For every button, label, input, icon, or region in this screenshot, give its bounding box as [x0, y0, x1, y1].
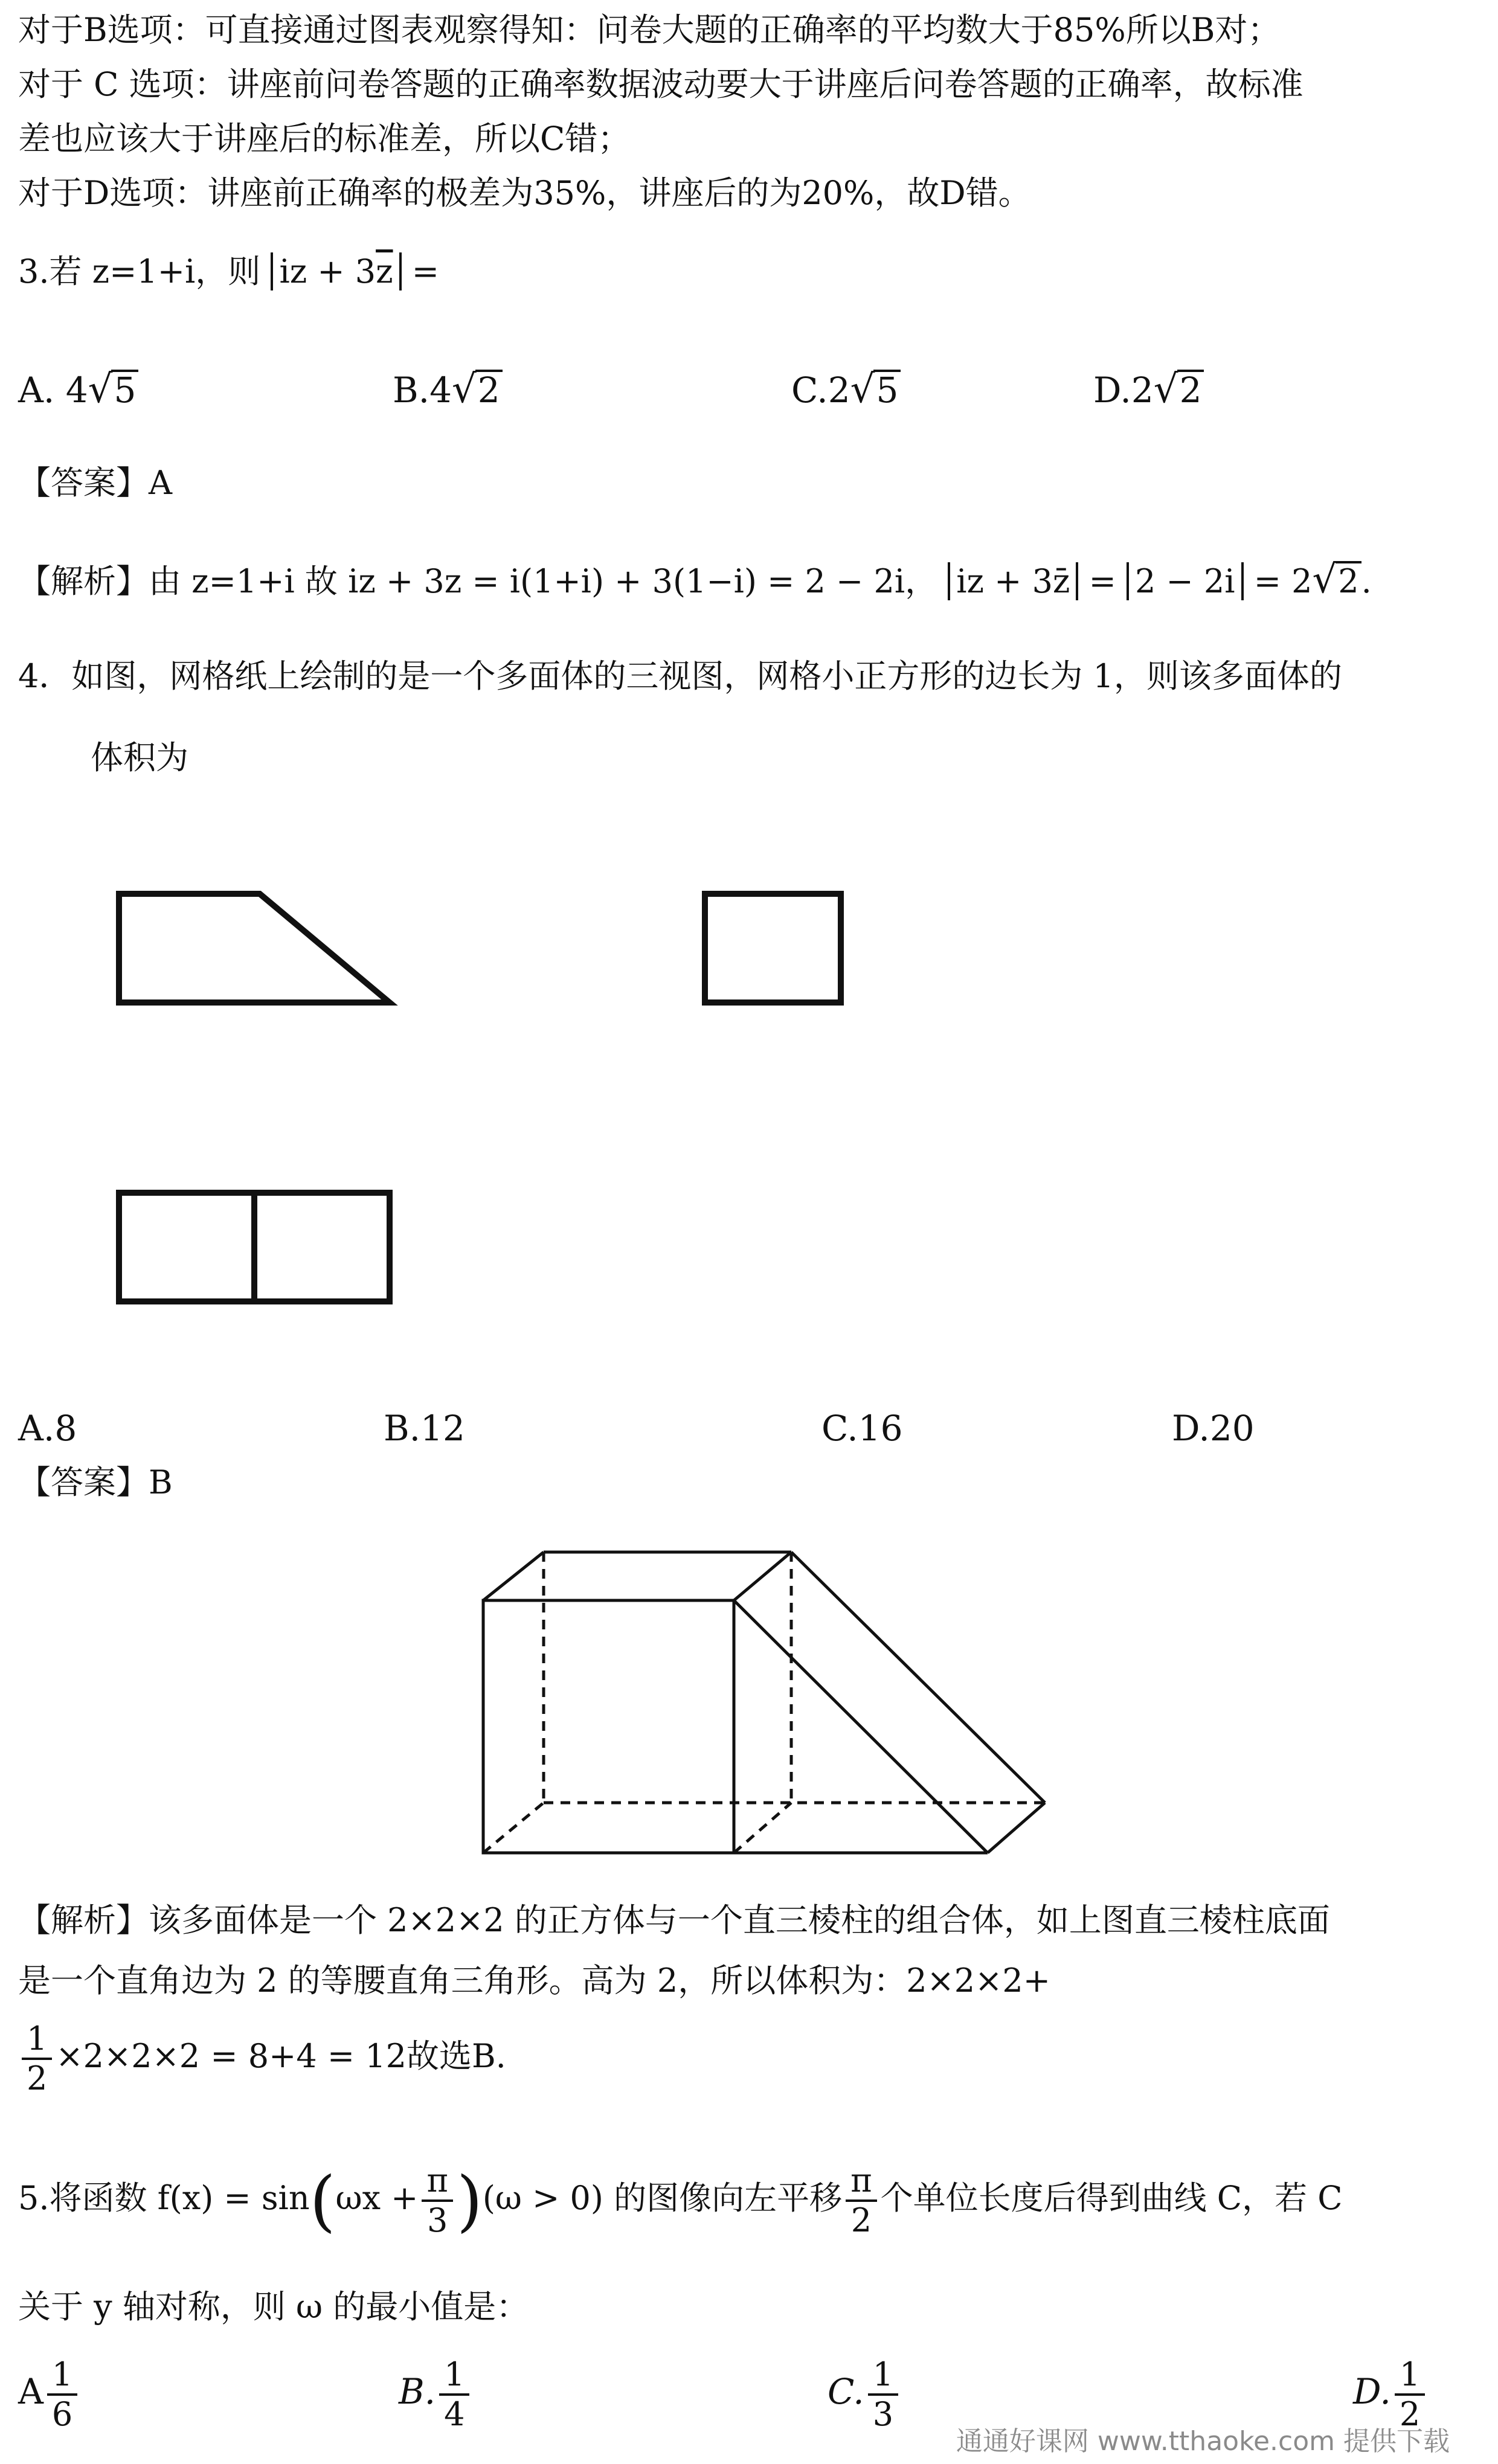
- q3-analysis-abs: iz + 3z̄: [948, 562, 1078, 600]
- q4-analysis-frac-num: 1: [22, 2020, 52, 2060]
- q5-choice-a-den: 6: [51, 2395, 73, 2433]
- radical-icon: √: [1153, 367, 1178, 412]
- q3-analysis-abs2: 2 − 2i: [1127, 562, 1244, 600]
- q3-choice-c-coef: 2: [828, 370, 850, 411]
- analysis-line-c2: 差也应该大于讲座后的标准差，所以C错；: [18, 120, 631, 158]
- q4-choice-a: A.8: [18, 1408, 77, 1449]
- analysis-line-d: 对于D选项：讲座前正确率的极差为35%，讲座后的为20%，故D错。: [18, 174, 1031, 212]
- q3-analysis-eq: =: [1088, 562, 1116, 600]
- q5-choice-a-label: A: [18, 2371, 43, 2412]
- q5-choice-c-num: 1: [868, 2356, 898, 2396]
- radical-icon: √: [850, 367, 875, 412]
- q5-choice-c-den: 3: [872, 2395, 894, 2433]
- q4-stem-line2: 体积为: [91, 739, 188, 777]
- q5-choice-c-frac: [868, 2356, 898, 2433]
- q5-stem-frac: [422, 2162, 453, 2239]
- q3-answer-label: 【答案】: [18, 464, 149, 502]
- q4-stem-line1: 4．如图，网格纸上绘制的是一个多面体的三视图，网格小正方形的边长为 1，则该多面体的: [18, 657, 1342, 695]
- q4-answer: [18, 1458, 173, 1507]
- solid-3d: [483, 1552, 1045, 1853]
- solid-3d-hidden: [483, 1552, 1045, 1853]
- analysis-line-b: 对于B选项：可直接通过图表观察得知：问卷大题的正确率的平均数大于85%所以B对；: [18, 11, 1281, 49]
- q4-answer-label: 【答案】: [18, 1463, 149, 1501]
- q3-choice-c-radicand: 5: [873, 370, 901, 408]
- q5-choice-a-num: 1: [47, 2356, 77, 2396]
- radical-icon: √: [451, 367, 477, 412]
- q5-choice-a: [18, 2343, 81, 2440]
- watermark: 通通好课网 www.tthaoke.com 提供下载: [956, 2426, 1450, 2457]
- q5-choice-b-label: B.: [399, 2371, 436, 2412]
- q4-analysis-line2: 是一个直角边为 2 的等腰直角三角形。高为 2，所以体积为：2×2×2+: [18, 1962, 1051, 2000]
- q3-stem-prefix: 3.若 z=1+i，则: [18, 252, 261, 290]
- q4-answer-value: B: [149, 1463, 173, 1501]
- q5-choice-a-frac: [47, 2356, 77, 2433]
- q5-stem-line2: 关于 y 轴对称，则 ω 的最小值是：: [18, 2288, 529, 2326]
- q5-shift-num: π: [846, 2162, 877, 2202]
- q5-stem-frac-num: π: [422, 2162, 453, 2202]
- q3-choice-c-label: C.: [791, 370, 828, 411]
- q3-analysis-text: 由 z=1+i 故 iz + 3z = i(1+i) + 3(1−i) = 2 − 2i，: [149, 562, 938, 600]
- q3-analysis-result-coef: = 2: [1253, 562, 1313, 600]
- q3-choice-d-label: D.: [1093, 370, 1131, 411]
- q3-analysis-result-radicand: 2: [1336, 561, 1361, 600]
- q5-choice-b-den: 4: [444, 2395, 465, 2433]
- q5-stem-frac-den: 3: [427, 2201, 448, 2239]
- q4-analysis-line3-text: ×2×2×2 = 8+4 = 12故选B.: [56, 2037, 506, 2075]
- q4-analysis-frac-den: 2: [27, 2059, 48, 2097]
- q5-choice-b-num: 1: [439, 2356, 469, 2396]
- q3-choice-d-radicand: 2: [1177, 370, 1204, 408]
- q5-choice-d-den: 2: [1399, 2395, 1421, 2433]
- q5-choice-b-frac: [439, 2356, 469, 2433]
- q3-stem-zbar: $\overline{z}$: [376, 252, 393, 290]
- q3-stem-expr: iz + 3: [279, 252, 376, 290]
- q3-analysis-end: .: [1361, 562, 1372, 600]
- q3-analysis-label: 【解析】: [18, 562, 149, 600]
- q4-choice-b: B.12: [384, 1408, 465, 1449]
- q4-choice-c: C.16: [821, 1408, 903, 1449]
- analysis-line-c1: 对于 C 选项：讲座前问卷答题的正确率数据波动要大于讲座后问卷答题的正确率，故标准: [18, 65, 1304, 103]
- q5-shift-frac: [846, 2162, 877, 2239]
- q3-choice-b-radicand: 2: [475, 370, 503, 408]
- q3-choice-b-label: B.: [393, 370, 430, 411]
- radical-icon: √: [88, 367, 113, 412]
- front-view: [119, 894, 390, 1003]
- q5-stem-inner: ωx +: [335, 2179, 419, 2217]
- q4-choice-d: D.20: [1172, 1408, 1255, 1449]
- side-view: [705, 894, 841, 1003]
- q3-choice-a-coef: 4: [65, 370, 88, 411]
- q3-stem-suffix: =: [411, 252, 439, 290]
- q3-choice-d-coef: 2: [1131, 370, 1154, 411]
- q5-choice-b: [399, 2343, 473, 2440]
- q5-stem: [18, 2150, 1343, 2249]
- q3-choice-a-radicand: 5: [111, 370, 138, 408]
- q4-analysis-line1: 【解析】该多面体是一个 2×2×2 的正方体与一个直三棱柱的组合体，如上图直三棱柱底面: [18, 1901, 1330, 1939]
- q5-stem-cond: (ω > 0) 的图像向左平移: [482, 2179, 843, 2217]
- q5-stem-suffix: 个单位长度后得到曲线 C，若 C: [880, 2179, 1343, 2217]
- q5-shift-den: 2: [850, 2201, 872, 2239]
- radical-icon: √: [1312, 557, 1337, 602]
- q3-answer-value: A: [149, 464, 172, 502]
- q5-choice-d-label: D.: [1353, 2371, 1391, 2412]
- q5-choice-c: [828, 2343, 902, 2440]
- paren-right-icon: ): [456, 2162, 483, 2239]
- q4-analysis-line3: [18, 2011, 506, 2102]
- q5-stem-prefix: 5.将函数 f(x) = sin: [18, 2179, 310, 2217]
- q5-choice-c-label: C.: [828, 2371, 864, 2412]
- q5-choice-d-num: 1: [1395, 2356, 1425, 2396]
- q3-choice-b-coef: 4: [429, 370, 452, 411]
- paren-left-icon: (: [309, 2162, 336, 2239]
- q3-choice-a-label: A.: [18, 370, 55, 411]
- q4-analysis-frac: [22, 2020, 52, 2097]
